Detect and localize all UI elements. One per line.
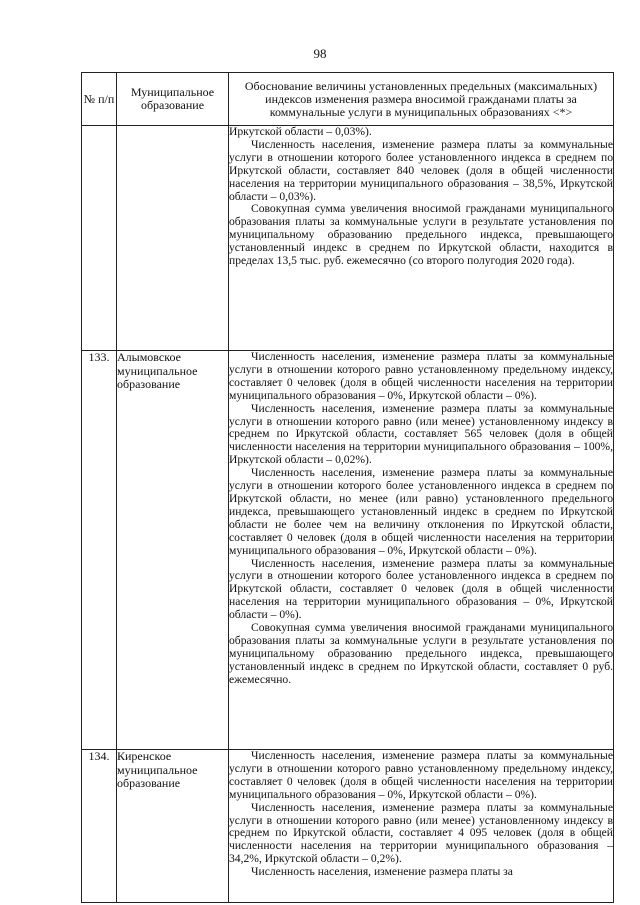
row-municipality: Киренское муниципальное образование: [117, 750, 229, 903]
paragraph: Численность населения, изменение размера платы за коммунальные услуги в отношении которого равно установленному предельному индексу, составляет 0 человек (доля в общей численности населения на территории муниципального образования – 0%, Иркутской области – 0%).: [229, 350, 613, 402]
row-justification: [229, 126, 614, 351]
paragraph: Численность населения, изменение размера платы за коммунальные услуги в отношении которого более установленного индекса в среднем по Иркутской области, составляет 0 человек (доля в общей численности населения на территории муниципального образования – 0%, Иркутской области – 0%).: [229, 556, 613, 622]
paragraph: Совокупная сумма увеличения вносимой гражданами муниципального образования платы за коммунальные услуги в результате установления по муниципальному образованию предельного индекса, превышающего установленный индекс в среднем по Иркутской области, находится в пределах 13,5 тыс. руб. ежемесячно (со второго полугодия 2020 года).: [229, 202, 613, 268]
table-row: [82, 750, 614, 903]
paragraph: Численность населения, изменение размера платы за коммунальные услуги в отношении которого равно установленному предельному индексу, составляет 0 человек (доля в общей численности населения на территории муниципального образования – 0%, Иркутской области – 0%).: [229, 749, 613, 801]
row-municipality: [117, 126, 229, 351]
table-header-row: [82, 73, 614, 126]
table-row: [82, 126, 614, 351]
paragraph: Совокупная сумма увеличения вносимой гражданами муниципального образования платы за коммунальные услуги в результате установления по муниципальному образованию предельного индекса, превышающего установленный индекс в среднем по Иркутской области, составляет 0 руб. ежемесячно.: [229, 621, 613, 686]
header-justification: Обоснование величины установленных предельных (максимальных) индексов изменения размера вносимой гражданами платы за коммунальные услуги в муниципальных образованиях <*>: [229, 73, 614, 126]
paragraph: Численность населения, изменение размера платы за коммунальные услуги в отношении которого более установленного индекса в среднем по Иркутской области, составляет 840 человек (доля в общей численности населения на территории муниципального образования – 38,5%, Иркутской области – 0,03%).: [229, 137, 613, 203]
row-justification: [229, 351, 614, 750]
paragraph: Численность населения, изменение размера платы за коммунальные услуги в отношении которого равно (или менее) установленному индексу в среднем по Иркутской области, составляет 565 человек (доля в общей численности населения на территории муниципального образования – 100%, Иркутской области – 0,02%).: [229, 401, 613, 467]
header-number: № п/п: [82, 73, 117, 126]
row-number: 133.: [82, 351, 117, 750]
row-municipality: Алымовское муниципальное образование: [117, 351, 229, 750]
paragraph: Численность населения, изменение размера платы за: [251, 865, 513, 879]
paragraph: Численность населения, изменение размера платы за коммунальные услуги в отношении которого более установленного индекса в среднем по Иркутской области, но менее (или равно) установленного предельного индекса, превышающего установленный индекс в среднем по Иркутской области не более чем на величину отклонения по Иркутской области, составляет 0 человек (доля в общей численности населения на территории муниципального образования – 0%, Иркутской области – 0%).: [229, 466, 613, 557]
paragraph: Иркутской области – 0,03%).: [229, 125, 372, 138]
justification-table: [81, 72, 614, 903]
paragraph: Численность населения, изменение размера платы за коммунальные услуги в отношении которого равно (или менее) установленному индексу в среднем по Иркутской области, составляет 4 095 человек (доля в общей численности населения на территории муниципального образования – 34,2%, Иркутской области – 0,2%).: [229, 800, 613, 866]
row-number: [82, 126, 117, 351]
row-number: 134.: [82, 750, 117, 903]
row-justification: [229, 750, 614, 903]
table-row: [82, 351, 614, 750]
page-number: 98: [313, 46, 327, 61]
header-municipality: Муниципальное образование: [117, 73, 229, 126]
